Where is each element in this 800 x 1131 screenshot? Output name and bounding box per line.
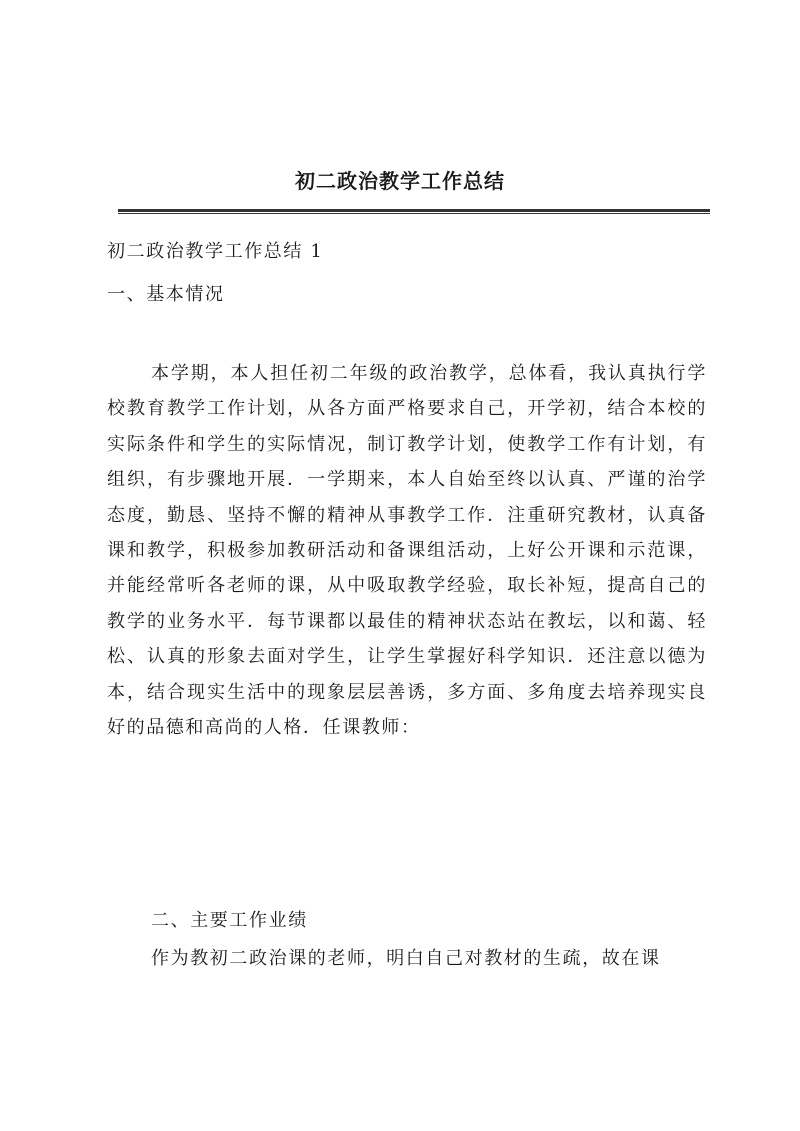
section-heading-basic-situation: 一、基本情况 bbox=[107, 284, 225, 305]
title-divider bbox=[118, 209, 710, 214]
document-subtitle: 初二政治教学工作总结 1 bbox=[107, 241, 324, 262]
section-heading-main-achievements: 二、主要工作业绩 bbox=[151, 910, 308, 931]
body-paragraph-1: 本学期，本人担任初二年级的政治教学，总体看，我认真执行学校教育教学工作计划，从各方面严格要求自己，开学初，结合本校的实际条件和学生的实际情况，制订教学计划，使教学工作有计划，有组织，有步骤地开展．一学期来，本人自始至终以认真、严谨的治学态度，勤恳、坚持不懈的精神从事教学工作．注重研究教材，认真备课和教学，积极参加教研活动和备课组活动，上好公开课和示范课，并能经常听各老师的课，从中吸取教学经验，取长补短，提高自己的教学的业务水平．每节课都以最佳的精神状态站在教坛，以和蔼、轻松、认真的形象去面对学生，让学生掌握好科学知识．还注意以德为本，结合现实生活中的现象层层善诱，多方面、多角度去培养现实良好的品德和高尚的人格．任课教师： bbox=[107, 363, 707, 739]
body-paragraph-2: 作为教初二政治课的老师，明白自己对教材的生疏，故在课 bbox=[151, 948, 661, 969]
document-title: 初二政治教学工作总结 bbox=[295, 169, 505, 193]
